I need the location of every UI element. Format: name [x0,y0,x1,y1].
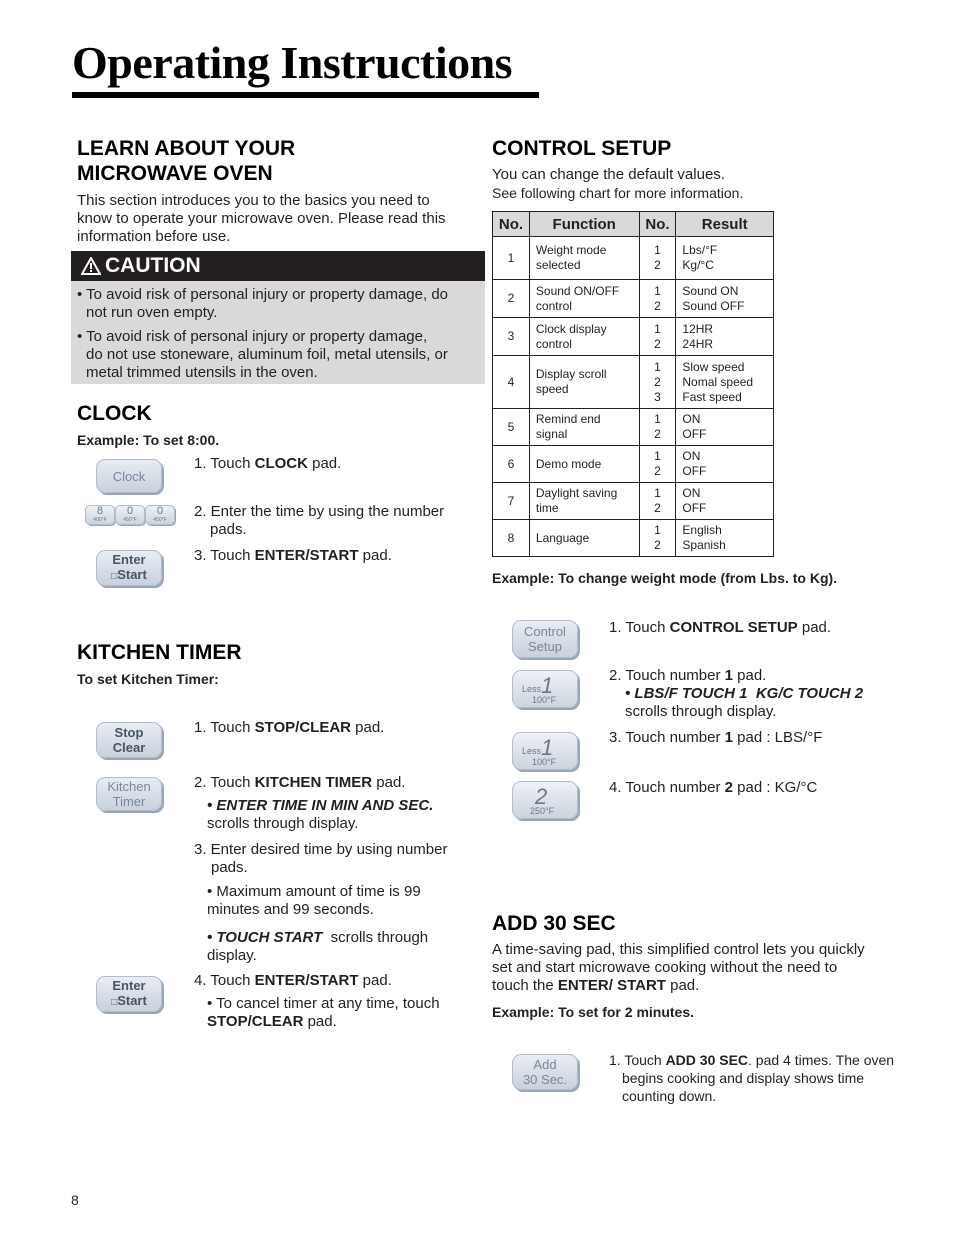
learn-heading-line2: MICROWAVE OVEN [77,162,273,185]
cell-line: Fast speed [682,389,742,404]
clock-pad[interactable] [96,459,162,493]
cell-line: Spanish [682,538,726,552]
function-line: Remind end [535,412,601,426]
add-30-sec-pad[interactable] [512,1054,578,1090]
step-text: pads. [210,521,247,538]
number-pad-1[interactable] [512,732,578,770]
pad-label: Setup [528,639,562,654]
timer-step4 [194,972,474,990]
cell-line: 2 [654,427,661,441]
pad-label: Clock [112,468,146,484]
caution-text: do not use stoneware, aluminum foil, metal utensils, or [86,346,448,363]
pad-label: Kitchen [107,779,151,794]
table-row [493,318,774,356]
table-cell [493,356,530,409]
cell-line: 24HR [682,336,714,351]
cell-line: ON [682,449,701,463]
clock-step3 [194,547,392,565]
cell-line: 1 [654,283,661,298]
pad-label: Start [117,993,147,1008]
clock-heading: CLOCK [77,402,152,425]
learn-intro [77,192,477,246]
table-cell [676,318,774,356]
step-text: pad. [358,547,392,564]
table-row [493,483,774,520]
table-cell [529,483,639,520]
caution-text: • To avoid risk of personal injury or property damage, [77,328,428,345]
cell-line: 1 [654,486,661,500]
step-text: 2. Touch [194,774,255,791]
pad-temp: 450°F [153,517,167,523]
table-cell [676,409,774,446]
step-bold: CONTROL SETUP [669,619,798,636]
caution-bar [71,251,485,281]
number-pad-1[interactable] [512,670,578,708]
table-cell [639,483,676,520]
step-text: 1. Touch [609,619,670,636]
learn-section [77,136,295,186]
pad-label: 30 Sec. [522,1072,568,1087]
step-bold: ADD 30 SEC [665,1052,749,1068]
number-pad-0[interactable] [115,505,145,525]
timer-heading: KITCHEN TIMER [77,641,242,664]
cell-line: Kg/°C [682,258,714,272]
desc-text: A time-saving pad, this simplified control lets you quickly [492,941,865,958]
step-text: 3. Enter desired time by using number [194,841,448,858]
setup-step2 [609,667,909,721]
table-cell [639,237,676,280]
warning-icon [81,257,101,275]
pad-label: Less [522,746,542,756]
page-number: 8 [71,1192,79,1208]
pad-digit: 2 [535,784,548,809]
cell-line: Lbs/°F [682,243,718,257]
timer-cancel-note [207,995,477,1031]
step-text: pad : KG/°C [732,779,818,796]
caution-bullet [77,328,473,382]
learn-heading-line1: LEARN ABOUT YOUR [77,137,296,160]
step-text: 4. Touch number [609,779,725,796]
number-pad-0[interactable] [145,505,175,525]
pad-label: Enter [112,978,146,993]
setup-example: Example: To change weight mode (from Lbs. to Kg). [492,570,838,586]
intro-line: information before use. [77,228,231,245]
step-note: • LBS/F TOUCH 1 KG/C TOUCH 2 [625,685,864,702]
function-line: selected [535,258,581,272]
enter-start-pad[interactable] [96,550,162,586]
timer-subheading: To set Kitchen Timer: [77,671,219,687]
pad-label: Control [524,624,566,639]
row-number: 4 [507,374,515,389]
title-rule [72,92,539,98]
pad-temp: 100°F [532,695,557,705]
table-cell [529,318,639,356]
note-text: display. [207,947,257,964]
table-cell [529,356,639,409]
setup-step4 [609,779,817,797]
step-text: 1. Touch [194,455,255,472]
table-cell [493,483,530,520]
clock-example: Example: To set 8:00. [77,432,220,448]
table-cell [676,446,774,483]
cell-line: Sound OFF [682,298,745,313]
note-bold: STOP/CLEAR [207,1013,304,1030]
setup-step3 [609,729,822,747]
desc-bold: ENTER/ START [557,977,666,994]
step-text: begins cooking and display shows time [622,1070,865,1086]
pad-label: Add [533,1057,557,1072]
note-text: • Maximum amount of time is 99 [207,883,421,900]
kitchen-timer-pad[interactable] [96,777,162,811]
row-number: 6 [507,456,515,471]
step-text: 2. Enter the time by using the number [194,503,445,520]
control-setup-table [492,211,774,557]
table-cell [676,520,774,557]
caution-text: metal trimmed utensils in the oven. [86,364,318,381]
desc-text: pad. [665,977,700,994]
step-text: 2. Touch number [609,667,725,684]
table-cell [493,318,530,356]
control-setup-pad[interactable] [512,620,578,658]
add30-description [492,941,892,995]
timer-step2 [194,774,474,833]
cell-line: 1 [654,449,661,463]
add30-step1 [609,1051,899,1105]
cell-line: 2 [654,374,661,389]
table-cell [639,520,676,557]
column-header: No. [493,212,530,237]
note-italic: • TOUCH START [207,929,323,946]
note-text: minutes and 99 seconds. [207,901,374,918]
step-bold: 1 [724,667,733,684]
table-cell [639,409,676,446]
pad-temp: 400°F [93,517,107,523]
table-cell [529,520,639,557]
cell-line: Sound ON [682,283,739,298]
function-line: Language [535,530,590,545]
table-cell [676,237,774,280]
caution-text: not run oven empty. [86,304,218,321]
row-number: 2 [507,291,515,305]
function-line: time [535,501,559,515]
pad-temp: 100°F [532,757,557,767]
cell-line: 2 [654,258,661,272]
cell-line: 1 [654,243,661,257]
function-line: Weight mode [535,243,607,257]
number-pad-2[interactable] [512,781,578,819]
step-bold: ENTER/START [254,972,359,989]
intro-line: This section introduces you to the basics you need to [77,192,430,209]
step-text: 1. Touch [609,1052,666,1068]
cell-line: 1 [654,321,661,336]
cell-line: 3 [654,389,661,404]
step-text: 1. Touch [194,719,255,736]
step-note: • ENTER TIME IN MIN AND SEC. [207,797,434,814]
table-cell [529,237,639,280]
cell-line: 1 [654,523,661,537]
table-cell [493,520,530,557]
table-cell [493,280,530,318]
function-line: control [535,298,572,313]
pad-digit: 0 [156,505,164,517]
row-number: 5 [507,419,515,434]
clock-step1 [194,455,341,473]
cell-line: Nomal speed [682,374,754,389]
cell-line: 1 [654,412,661,426]
step-text: pad. [797,619,832,636]
cell-line: Slow speed [682,359,745,374]
function-line: Clock display [535,321,607,336]
pad-temp: 250°F [530,806,555,816]
table-cell [493,446,530,483]
step-text: counting down. [622,1088,717,1104]
table-cell [529,409,639,446]
table-row [493,356,774,409]
step-text: pad. [307,455,342,472]
pad-label: Timer [112,794,146,809]
step-text: pad. [372,774,406,791]
desc-text: touch the [492,977,558,994]
step-text: pads. [211,859,248,876]
add30-heading: ADD 30 SEC [492,912,616,935]
pad-digit: 1 [541,735,554,760]
timer-step3 [194,841,474,877]
cell-line: 2 [654,538,661,552]
table-row [493,280,774,318]
number-pad-8[interactable] [85,505,115,525]
column-header: Function [529,212,639,237]
stop-clear-pad[interactable] [96,722,162,758]
cell-line: 1 [654,359,661,374]
caution-text: • To avoid risk of personal injury or property damage, do [77,286,449,303]
step-note: scrolls through display. [207,815,359,832]
column-header: No. [639,212,676,237]
table-cell [493,409,530,446]
cell-line: 2 [654,464,661,478]
timer-max-note [207,883,477,919]
caution-bullet [77,286,473,322]
table-cell [639,280,676,318]
desc-text: set and start microwave cooking without the need to [492,959,838,976]
enter-start-pad[interactable] [96,976,162,1012]
cell-line: OFF [682,427,707,441]
table-cell [529,280,639,318]
add30-example: Example: To set for 2 minutes. [492,1004,695,1020]
step-text: 3. Touch [194,547,255,564]
step-text: pad : LBS/°F [732,729,823,746]
cell-line: 2 [654,336,661,351]
pad-temp: 450°F [123,517,137,523]
table-row [493,520,774,557]
cell-line: OFF [682,501,707,515]
step-bold: 2 [724,779,733,796]
table-header-row [493,212,774,237]
cell-line: 12HR [682,321,714,336]
clock-step2 [194,503,444,539]
cell-line: OFF [682,464,707,478]
row-number: 8 [507,530,515,545]
row-number: 3 [507,329,515,343]
column-header: Result [676,212,774,237]
table-cell [493,237,530,280]
cell-line: 2 [654,501,661,515]
pad-digit: 1 [541,673,554,698]
table-cell [639,446,676,483]
cell-line: 2 [654,298,661,313]
table-row [493,409,774,446]
setup-step1 [609,619,831,637]
function-line: Demo mode [535,456,602,471]
table-cell [639,318,676,356]
table-row [493,237,774,280]
table-cell [529,446,639,483]
step-text: 3. Touch number [609,729,725,746]
setup-heading: CONTROL SETUP [492,137,672,160]
function-line: signal [535,427,568,441]
step-bold: ENTER/START [254,547,359,564]
row-number: 1 [507,250,515,265]
timer-step1 [194,719,384,737]
function-line: Daylight saving [535,486,618,500]
step-note: scrolls through display. [625,703,777,720]
cell-line: ON [682,486,701,500]
setup-line1: You can change the default values. [492,166,725,183]
page-title: Operating Instructions [72,37,513,88]
caution-body [71,281,485,384]
note-text: pad. [303,1013,337,1030]
table-cell [676,356,774,409]
pad-label: Clear [112,740,146,755]
timer-touch-note [207,929,477,965]
step-bold: 1 [724,729,733,746]
pad-label: Enter [112,552,146,567]
lock-icon: □ [111,571,118,582]
function-line: speed [535,382,569,396]
table-body [493,237,774,557]
setup-line2: See following chart for more information. [492,185,744,201]
function-line: Sound ON/OFF [535,283,620,298]
cell-line: English [682,523,722,537]
intro-line: know to operate your microwave oven. Please read this [77,210,446,227]
pad-digit: 8 [96,505,104,517]
step-bold: STOP/CLEAR [254,719,352,736]
step-text: 4. Touch [194,972,255,989]
table-row [493,446,774,483]
table-cell [639,356,676,409]
cell-line: ON [682,412,701,426]
pad-label: Less [522,684,542,694]
pad-digit: 0 [126,505,134,517]
step-bold: KITCHEN TIMER [254,774,373,791]
note-text: • To cancel timer at any time, touch [207,995,440,1012]
note-text: scrolls through [322,929,429,946]
step-text: pad. [351,719,385,736]
step-text: pad. [732,667,767,684]
caution-label: CAUTION [105,254,201,277]
step-text: . pad 4 times. The oven [748,1052,895,1068]
pad-label: Stop [114,725,144,740]
function-line: Display scroll [535,367,607,381]
step-bold: CLOCK [254,455,308,472]
table-cell [676,280,774,318]
lock-icon: □ [111,997,118,1008]
step-text: pad. [358,972,392,989]
row-number: 7 [507,493,515,508]
table-cell [676,483,774,520]
pad-label: Start [117,567,147,582]
function-line: control [535,336,572,351]
